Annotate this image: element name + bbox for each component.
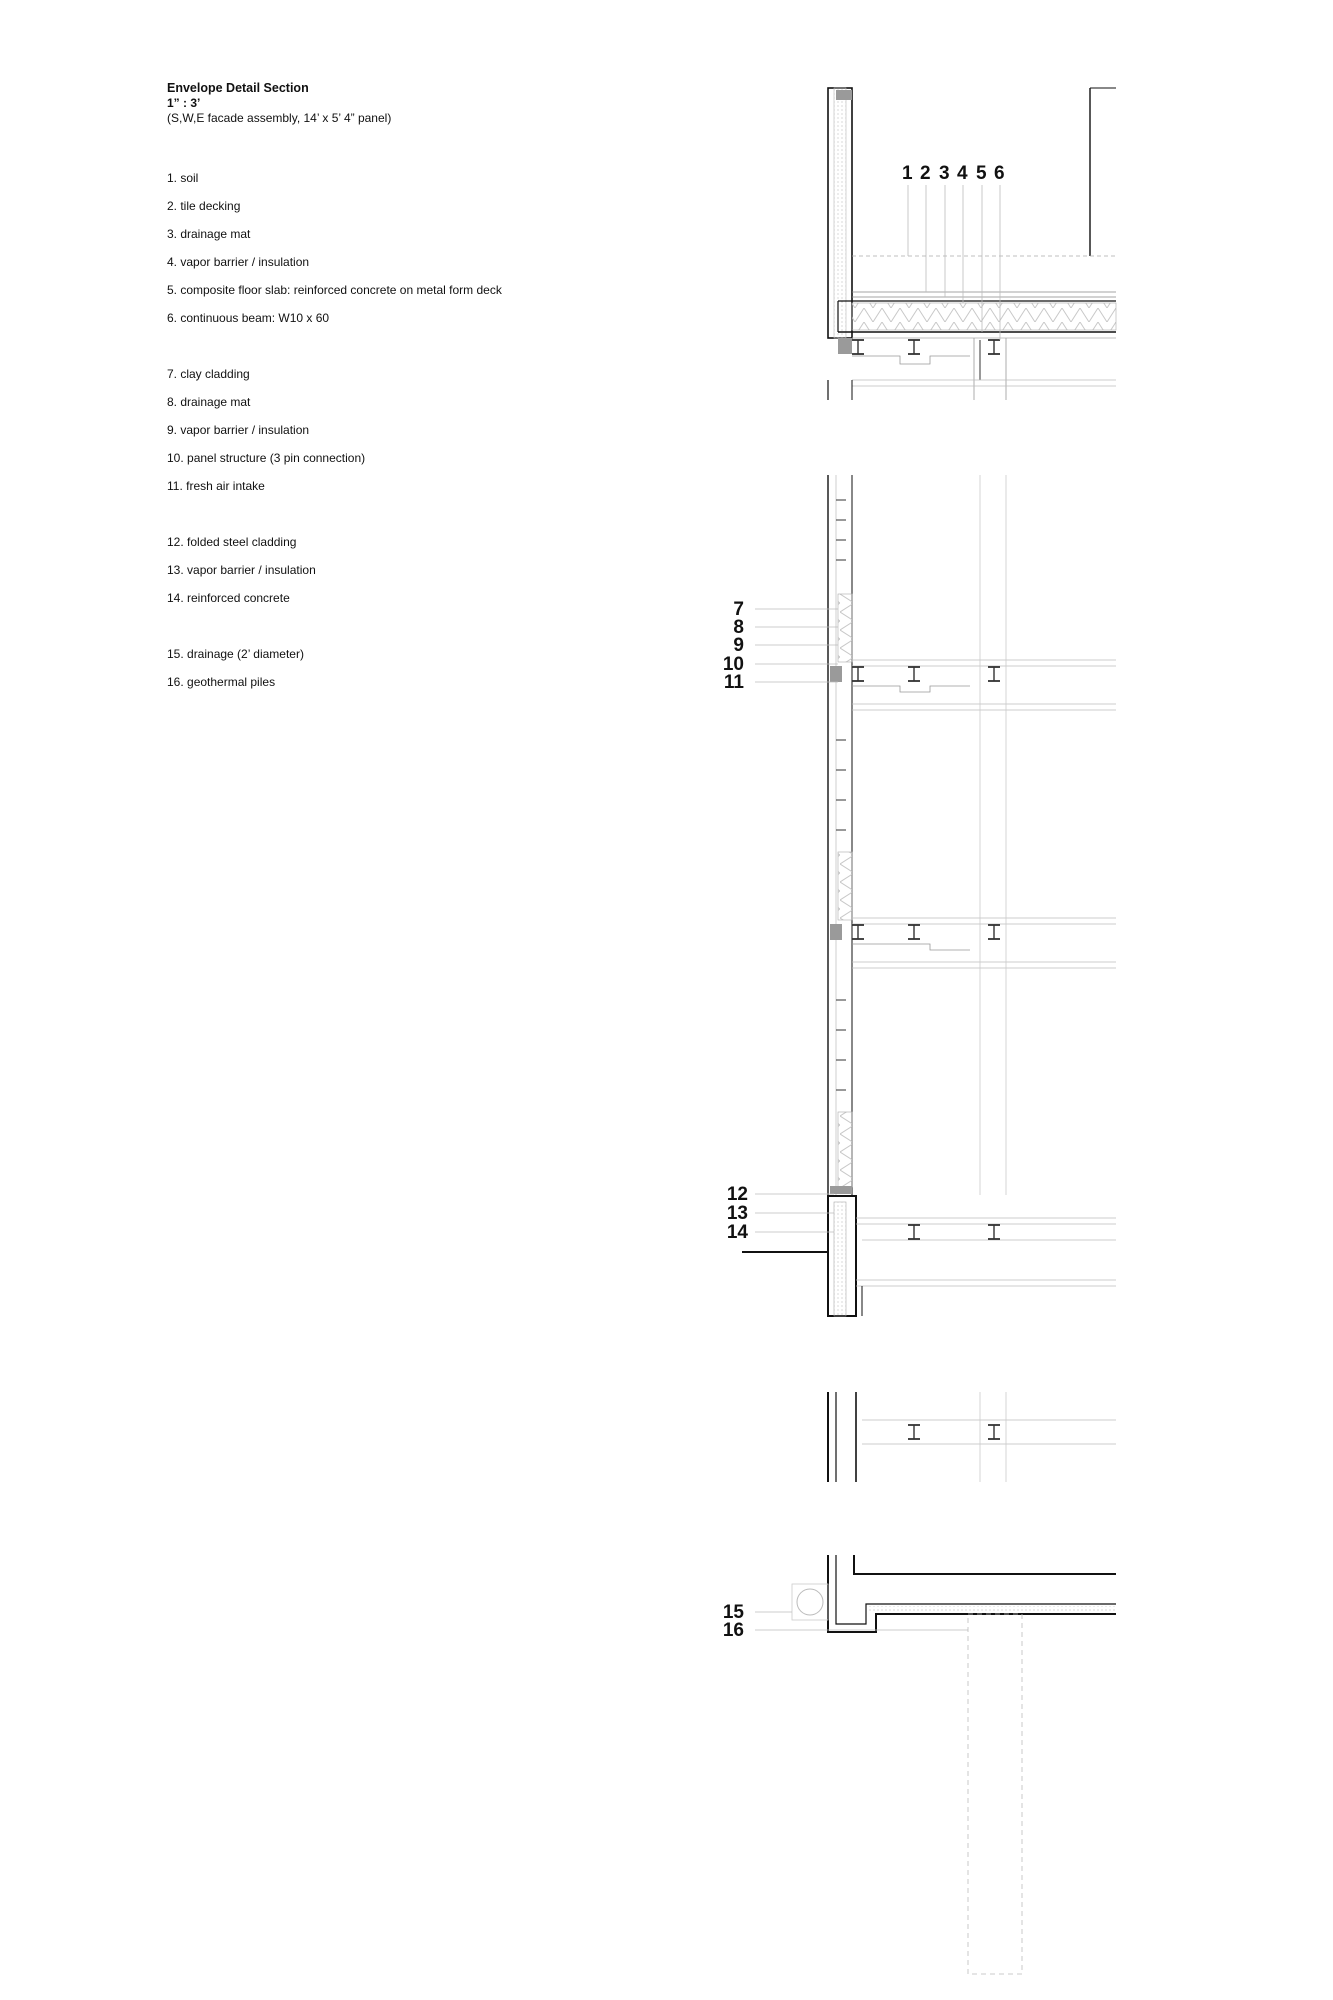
- callout-10: 10: [722, 654, 744, 675]
- legend-item: 9. vapor barrier / insulation: [167, 423, 310, 437]
- callout-5: 5: [976, 163, 987, 184]
- legend-item: 7. clay cladding: [167, 367, 250, 381]
- drawing-title: Envelope Detail Section: [167, 81, 309, 95]
- geothermal-pile: [968, 1614, 1022, 1974]
- callout-1: 1: [902, 163, 913, 184]
- drawing-scale: 1” : 3’: [167, 96, 201, 110]
- legend-item: 5. composite floor slab: reinforced concrete on metal form deck: [167, 283, 502, 297]
- legend-item: 4. vapor barrier / insulation: [167, 255, 310, 269]
- legend-item: 6. continuous beam: W10 x 60: [167, 311, 330, 325]
- callout-14: 14: [726, 1222, 748, 1243]
- roof-assembly: [828, 88, 1116, 400]
- callout-16: 16: [722, 1620, 744, 1641]
- callout-12: 12: [726, 1184, 748, 1205]
- base-assembly: [742, 1196, 1116, 1316]
- callouts-panel: [723, 599, 838, 693]
- footing: [792, 1555, 1116, 1974]
- legend-item: 14. reinforced concrete: [167, 591, 290, 605]
- callout-2: 2: [920, 163, 931, 184]
- callouts-base: [727, 1184, 834, 1243]
- callout-15: 15: [722, 1602, 744, 1623]
- legend-item: 3. drainage mat: [167, 227, 251, 241]
- callout-4: 4: [957, 163, 968, 184]
- panel-facade: [828, 475, 1116, 1195]
- callout-3: 3: [939, 163, 950, 184]
- legend-item: 1. soil: [167, 171, 199, 185]
- callout-11: 11: [723, 672, 744, 693]
- legend-item: 15. drainage (2’ diameter): [167, 647, 304, 661]
- legend-item: 8. drainage mat: [167, 395, 251, 409]
- drawing-subtitle: (S,W,E facade assembly, 14’ x 5’ 4” panel): [167, 111, 392, 125]
- callout-13: 13: [726, 1203, 748, 1224]
- callout-6: 6: [994, 163, 1005, 184]
- legend-item: 12. folded steel cladding: [167, 535, 297, 549]
- callout-9: 9: [733, 635, 744, 656]
- legend-item: 11. fresh air intake: [167, 479, 265, 493]
- callout-8: 8: [733, 617, 744, 638]
- legend-item: 13. vapor barrier / insulation: [167, 563, 316, 577]
- foundation-wall: [828, 1392, 1116, 1482]
- callout-7: 7: [733, 599, 744, 620]
- legend-item: 2. tile decking: [167, 199, 241, 213]
- legend-item: 10. panel structure (3 pin connection): [167, 451, 366, 465]
- legend-item: 16. geothermal piles: [167, 675, 276, 689]
